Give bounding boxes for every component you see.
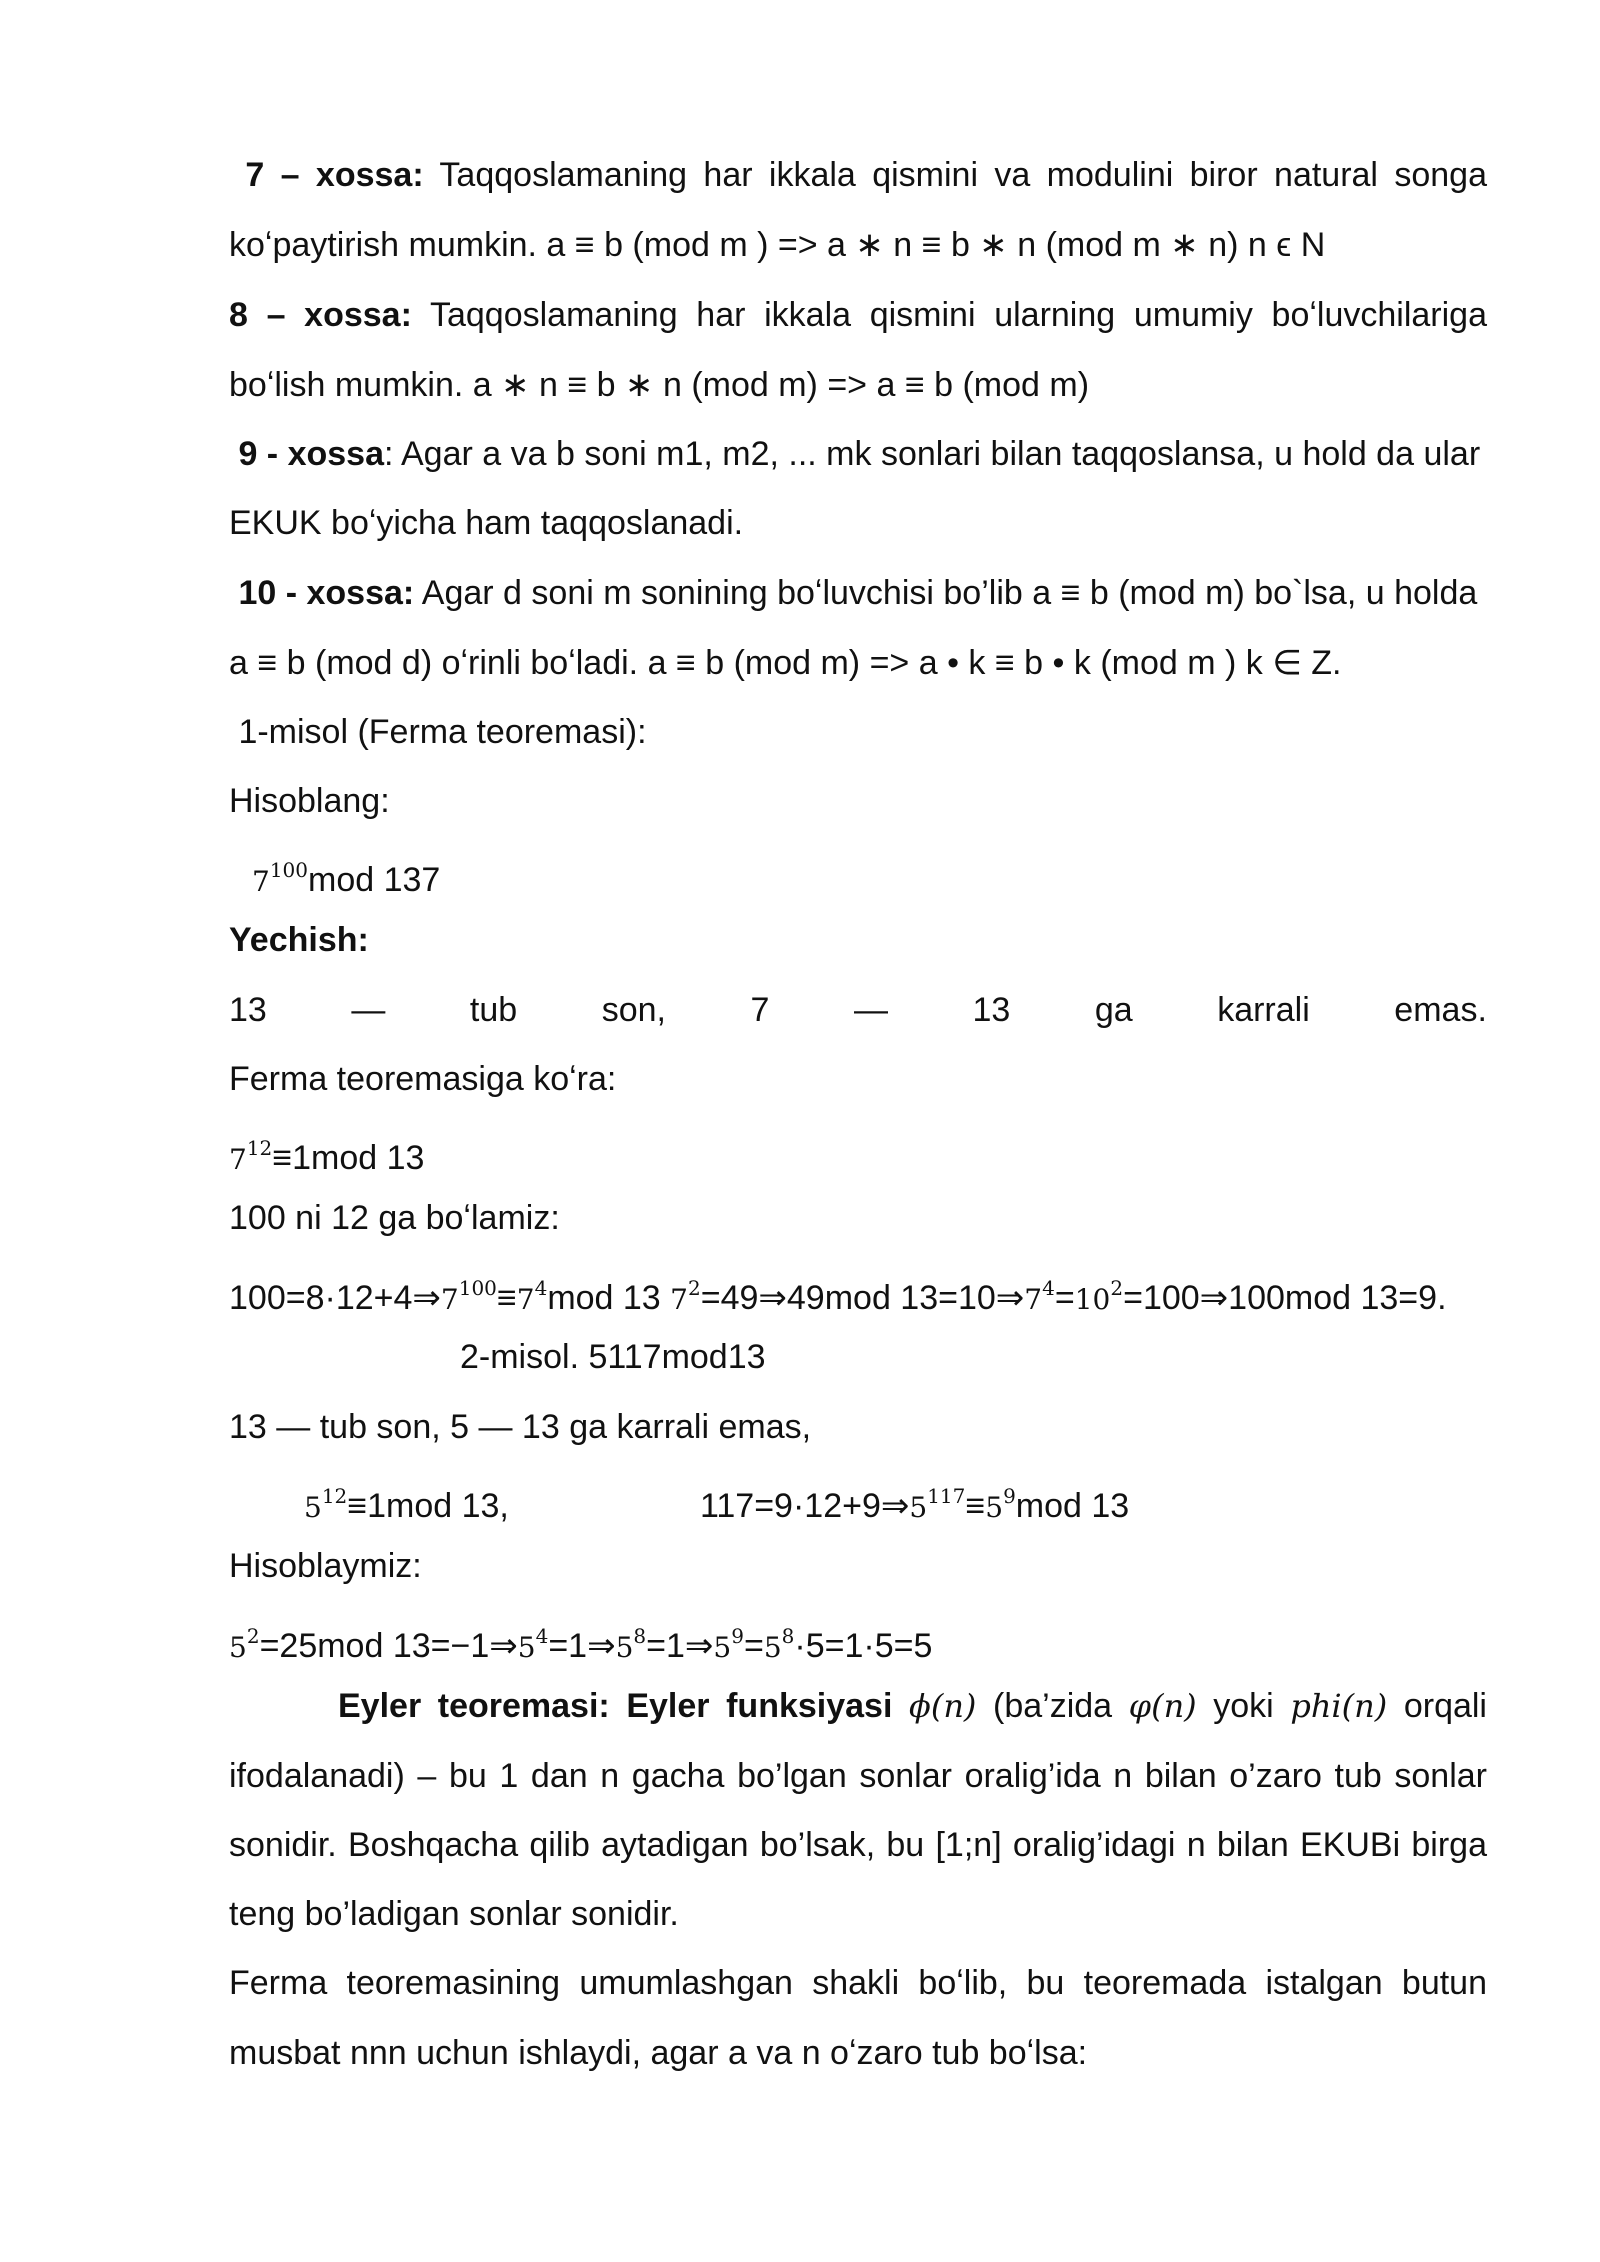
ferma-congruence: $7^{12}\equiv 1mod$ 13 — [229, 1136, 425, 1177]
prime-statement-line: 13 — tub son, 7 — 13 ga karrali emas. — [229, 991, 1487, 1029]
ferma-general-line-2: musbat nnn uchun ishlaydi, agar a va n oʻzaro tub boʻlsa: — [229, 2034, 1088, 2072]
ferma-statement: Ferma teoremasiga koʻra: — [229, 1060, 617, 1098]
euler-line-4: teng bo’ladigan sonlar sonidir. — [229, 1895, 679, 1933]
division-statement: 100 ni 12 ga boʻlamiz: — [229, 1199, 560, 1237]
property-9-line-1: 9 - xossa: Agar a va b soni m1, m2, ... mk sonlari bilan taqqoslansa, u hold da ular — [238, 435, 1481, 473]
property-8-label: 8 – xossa: — [229, 296, 412, 334]
euler-label: Eyler teoremasi: Eyler funksiyasi — [338, 1687, 893, 1725]
example-2-calculation: $5^2=25mod$ $13=-1\Rightarrow 5^4=1\Rightarrow 5^8=1\Rightarrow 5^9=5^8\cdot 5=1\cdot 5=5$ — [229, 1624, 933, 1665]
example-1-expression: $7^{100}mod$ 137 — [252, 858, 441, 899]
example-2-congruence: $5^{12}\equiv 1mod$ 13, — [304, 1484, 509, 1525]
property-9-line-2: EKUK boʻyicha ham taqqoslanadi. — [229, 504, 744, 542]
example-1-calculation: $100=8\cdot 12+4\Rightarrow 7^{100}\equiv 7^4mod$ 13 $7^2=49\Rightarrow 49mod$ $13=10\Rightarrow 7^4=10^2=100\Rightarrow 100mod$ 13=9. — [229, 1276, 1447, 1317]
example-2-prime-statement: 13 — tub son, 5 — 13 ga karrali emas, — [229, 1408, 812, 1446]
example-2-division: $117=9\cdot 12+9\Rightarrow 5^{117}\equiv 5^9mod$ 13 — [700, 1484, 1130, 1525]
euler-line-1: Eyler teoremasi: Eyler funksiyasi ϕ(n) (ba’zida φ(n) yoki phi(n) orqali — [338, 1687, 1487, 1725]
example-2-title: 2-misol. 5117mod13 — [460, 1338, 766, 1376]
example-1-title: 1-misol (Ferma teoremasi): — [238, 713, 647, 751]
hisoblang-label: Hisoblang: — [229, 782, 390, 820]
property-7-line-2: koʻpaytirish mumkin. a ≡ b (mod m ) => a ∗ n ≡ b ∗ n (mod m ∗ n) n ϵ N — [229, 226, 1326, 264]
property-8-line-1: 8 – xossa: Taqqoslamaning har ikkala qismini ularning umumiy boʻluvchilariga — [229, 296, 1487, 334]
property-8-line-2: boʻlish mumkin. a ∗ n ≡ b ∗ n (mod m) => a ≡ b (mod m) — [229, 366, 1090, 404]
euler-line-2: ifodalanadi) – bu 1 dan n gacha bo’lgan sonlar oralig’ida n bilan o’zaro tub sonlar — [229, 1757, 1487, 1795]
property-10-line-2: a ≡ b (mod d) oʻrinli boʻladi. a ≡ b (mod m) => a • k ≡ b • k (mod m ) k ∈ Z. — [229, 644, 1342, 682]
property-10-label: 10 - xossa: — [238, 574, 415, 612]
property-9-label: 9 - xossa — [238, 435, 384, 473]
property-7-label: 7 – xossa: — [245, 156, 424, 194]
ferma-general-line-1: Ferma teoremasining umumlashgan shakli boʻlib, bu teoremada istalgan butun — [229, 1964, 1487, 2002]
euler-line-3: sonidir. Boshqacha qilib aytadigan bo’lsak, bu [1;n] oralig’idagi n bilan EKUBi birga — [229, 1826, 1487, 1864]
property-7-line-1: 7 – xossa: Taqqoslamaning har ikkala qismini va modulini biror natural songa — [245, 156, 1487, 194]
yechish-heading: Yechish: — [229, 921, 369, 959]
property-10-line-1: 10 - xossa: Agar d soni m sonining boʻluvchisi bo’lib a ≡ b (mod m) bo`lsa, u holda — [238, 574, 1478, 612]
hisoblaymiz-label: Hisoblaymiz: — [229, 1547, 422, 1585]
